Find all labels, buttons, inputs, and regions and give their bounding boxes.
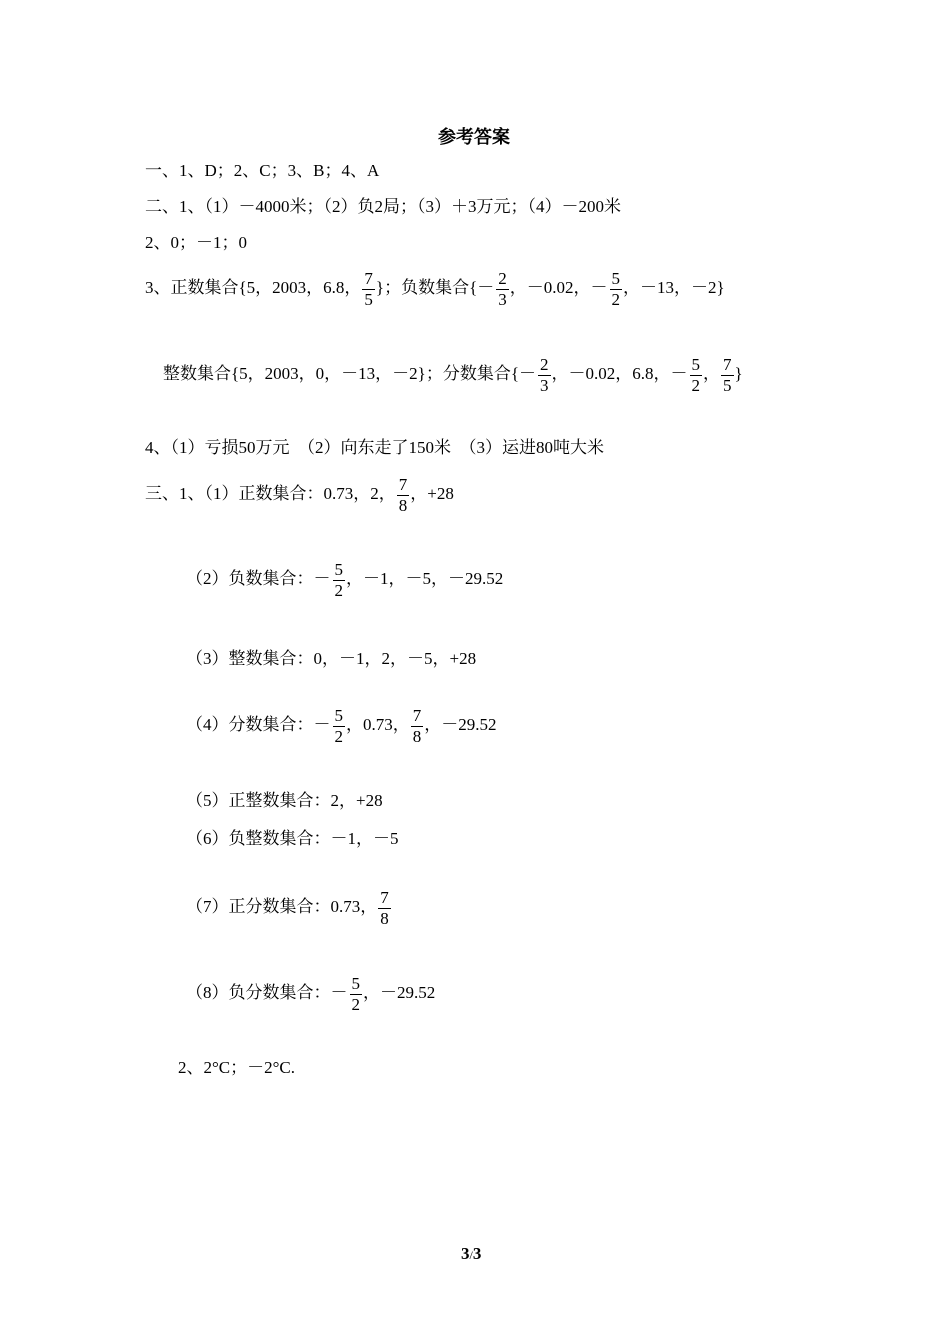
minus-sign: －: [330, 983, 348, 1002]
fraction-5-2: $\frac{5}{2}$: [334, 559, 343, 600]
minus-sign: －: [313, 715, 331, 734]
answer-part3-p5: （5）正整数集合：2，+28: [186, 791, 383, 810]
fraction-5-2: $\frac{5}{2}$: [334, 705, 343, 746]
fraction-5-2: $\frac{5}{2}$: [611, 268, 620, 309]
fraction-set-end: }: [734, 364, 743, 383]
answer-part3-p4: [186, 704, 497, 747]
minus-sign: －: [519, 364, 536, 383]
page-current: 3: [461, 1244, 470, 1263]
answer-part3-p7: [186, 886, 392, 929]
fraction-7-5: $\frac{7}{5}$: [364, 268, 373, 309]
negative-fraction-set-label: （8）负分数集合：: [186, 983, 331, 1002]
fraction-7-8: $\frac{7}{8}$: [412, 705, 422, 746]
fraction-7-8: $\frac{7}{8}$: [398, 474, 408, 515]
fraction-5-2: $\frac{5}{2}$: [691, 354, 700, 395]
negative-set-end: ，－1，－5，－29.52: [346, 569, 504, 588]
minus-sign: －: [590, 278, 608, 297]
q3-text: ，－13，－2}: [623, 278, 725, 297]
fraction-7-5: $\frac{7}{5}$: [723, 354, 732, 395]
positive-set-label: 三、1、（1）正数集合：0.73，2，: [145, 484, 396, 503]
positive-set-end: ，+28: [410, 484, 454, 503]
answer-part2-q3-line2: 整数集合{5，2003，0，－13，－2}；分数集合{－ $\frac{2}{3}$ ，－0.02，6.8，－ $\frac{5}{2}$ ， $\frac{7}{5}$ }: [163, 354, 743, 395]
fraction-set-end: ，－29.52: [424, 715, 497, 734]
positive-fraction-set-label: （7）正分数集合：0.73，: [186, 897, 378, 916]
answer-part2-q4: 4、（1）亏损50万元 （2）向东走了150米 （3）运进80吨大米: [145, 438, 604, 457]
answer-part3-p8: [186, 972, 435, 1015]
integer-set-label: 整数集合{5，2003，0，: [163, 364, 342, 383]
answer-part3-p6: （6）负整数集合：－1，－5: [186, 829, 399, 848]
page-number: [461, 1243, 481, 1266]
page-title: 参考答案: [438, 127, 510, 147]
answer-part2-q3-line1: [145, 267, 725, 310]
answer-part1: 一、1、D；2、C；3、B；4、A: [145, 161, 380, 180]
fraction-2-3: $\frac{2}{3}$: [498, 268, 507, 309]
fraction-7-8: $\frac{7}{8}$: [380, 887, 389, 928]
page-total: 3: [472, 1244, 482, 1263]
negative-set-label: （2）负数集合：: [186, 569, 314, 588]
minus-sign: －: [670, 364, 688, 383]
fraction-set-label: （4）分数集合：: [186, 715, 314, 734]
q3-positive-label: 3、正数集合{5，2003，6.8，: [145, 278, 362, 297]
fraction-set-text: ，－0.02，6.8，: [551, 364, 671, 383]
answer-part2-q2: 2、0；－1；0: [145, 233, 247, 252]
fraction-5-2: $\frac{5}{2}$: [351, 973, 360, 1014]
q3-text: ，－0.02，: [509, 278, 591, 297]
q3-negative-label: }；负数集合{: [375, 278, 478, 297]
fraction-set-text: ，0.73，: [346, 715, 410, 734]
answer-part3-p1: [145, 473, 454, 516]
answer-part3-p3: （3）整数集合：0，－1，2，－5，+28: [186, 649, 477, 668]
minus-sign: －: [477, 278, 495, 297]
page-separator: /: [469, 1248, 473, 1262]
fraction-2-3: $\frac{2}{3}$: [540, 354, 549, 395]
answer-part3-p2: [186, 558, 503, 601]
negative-fraction-set-end: ，－29.52: [363, 983, 436, 1002]
minus-sign: －: [313, 569, 331, 588]
answer-part3-q2: 2、2°C；－2°C.: [178, 1058, 296, 1077]
integer-set-rest: －13，－2}；分数集合{: [341, 364, 519, 383]
answer-part2-q1: 二、1、（1）－4000米；（2）负2局；（3）＋3万元；（4）－200米: [145, 197, 621, 216]
